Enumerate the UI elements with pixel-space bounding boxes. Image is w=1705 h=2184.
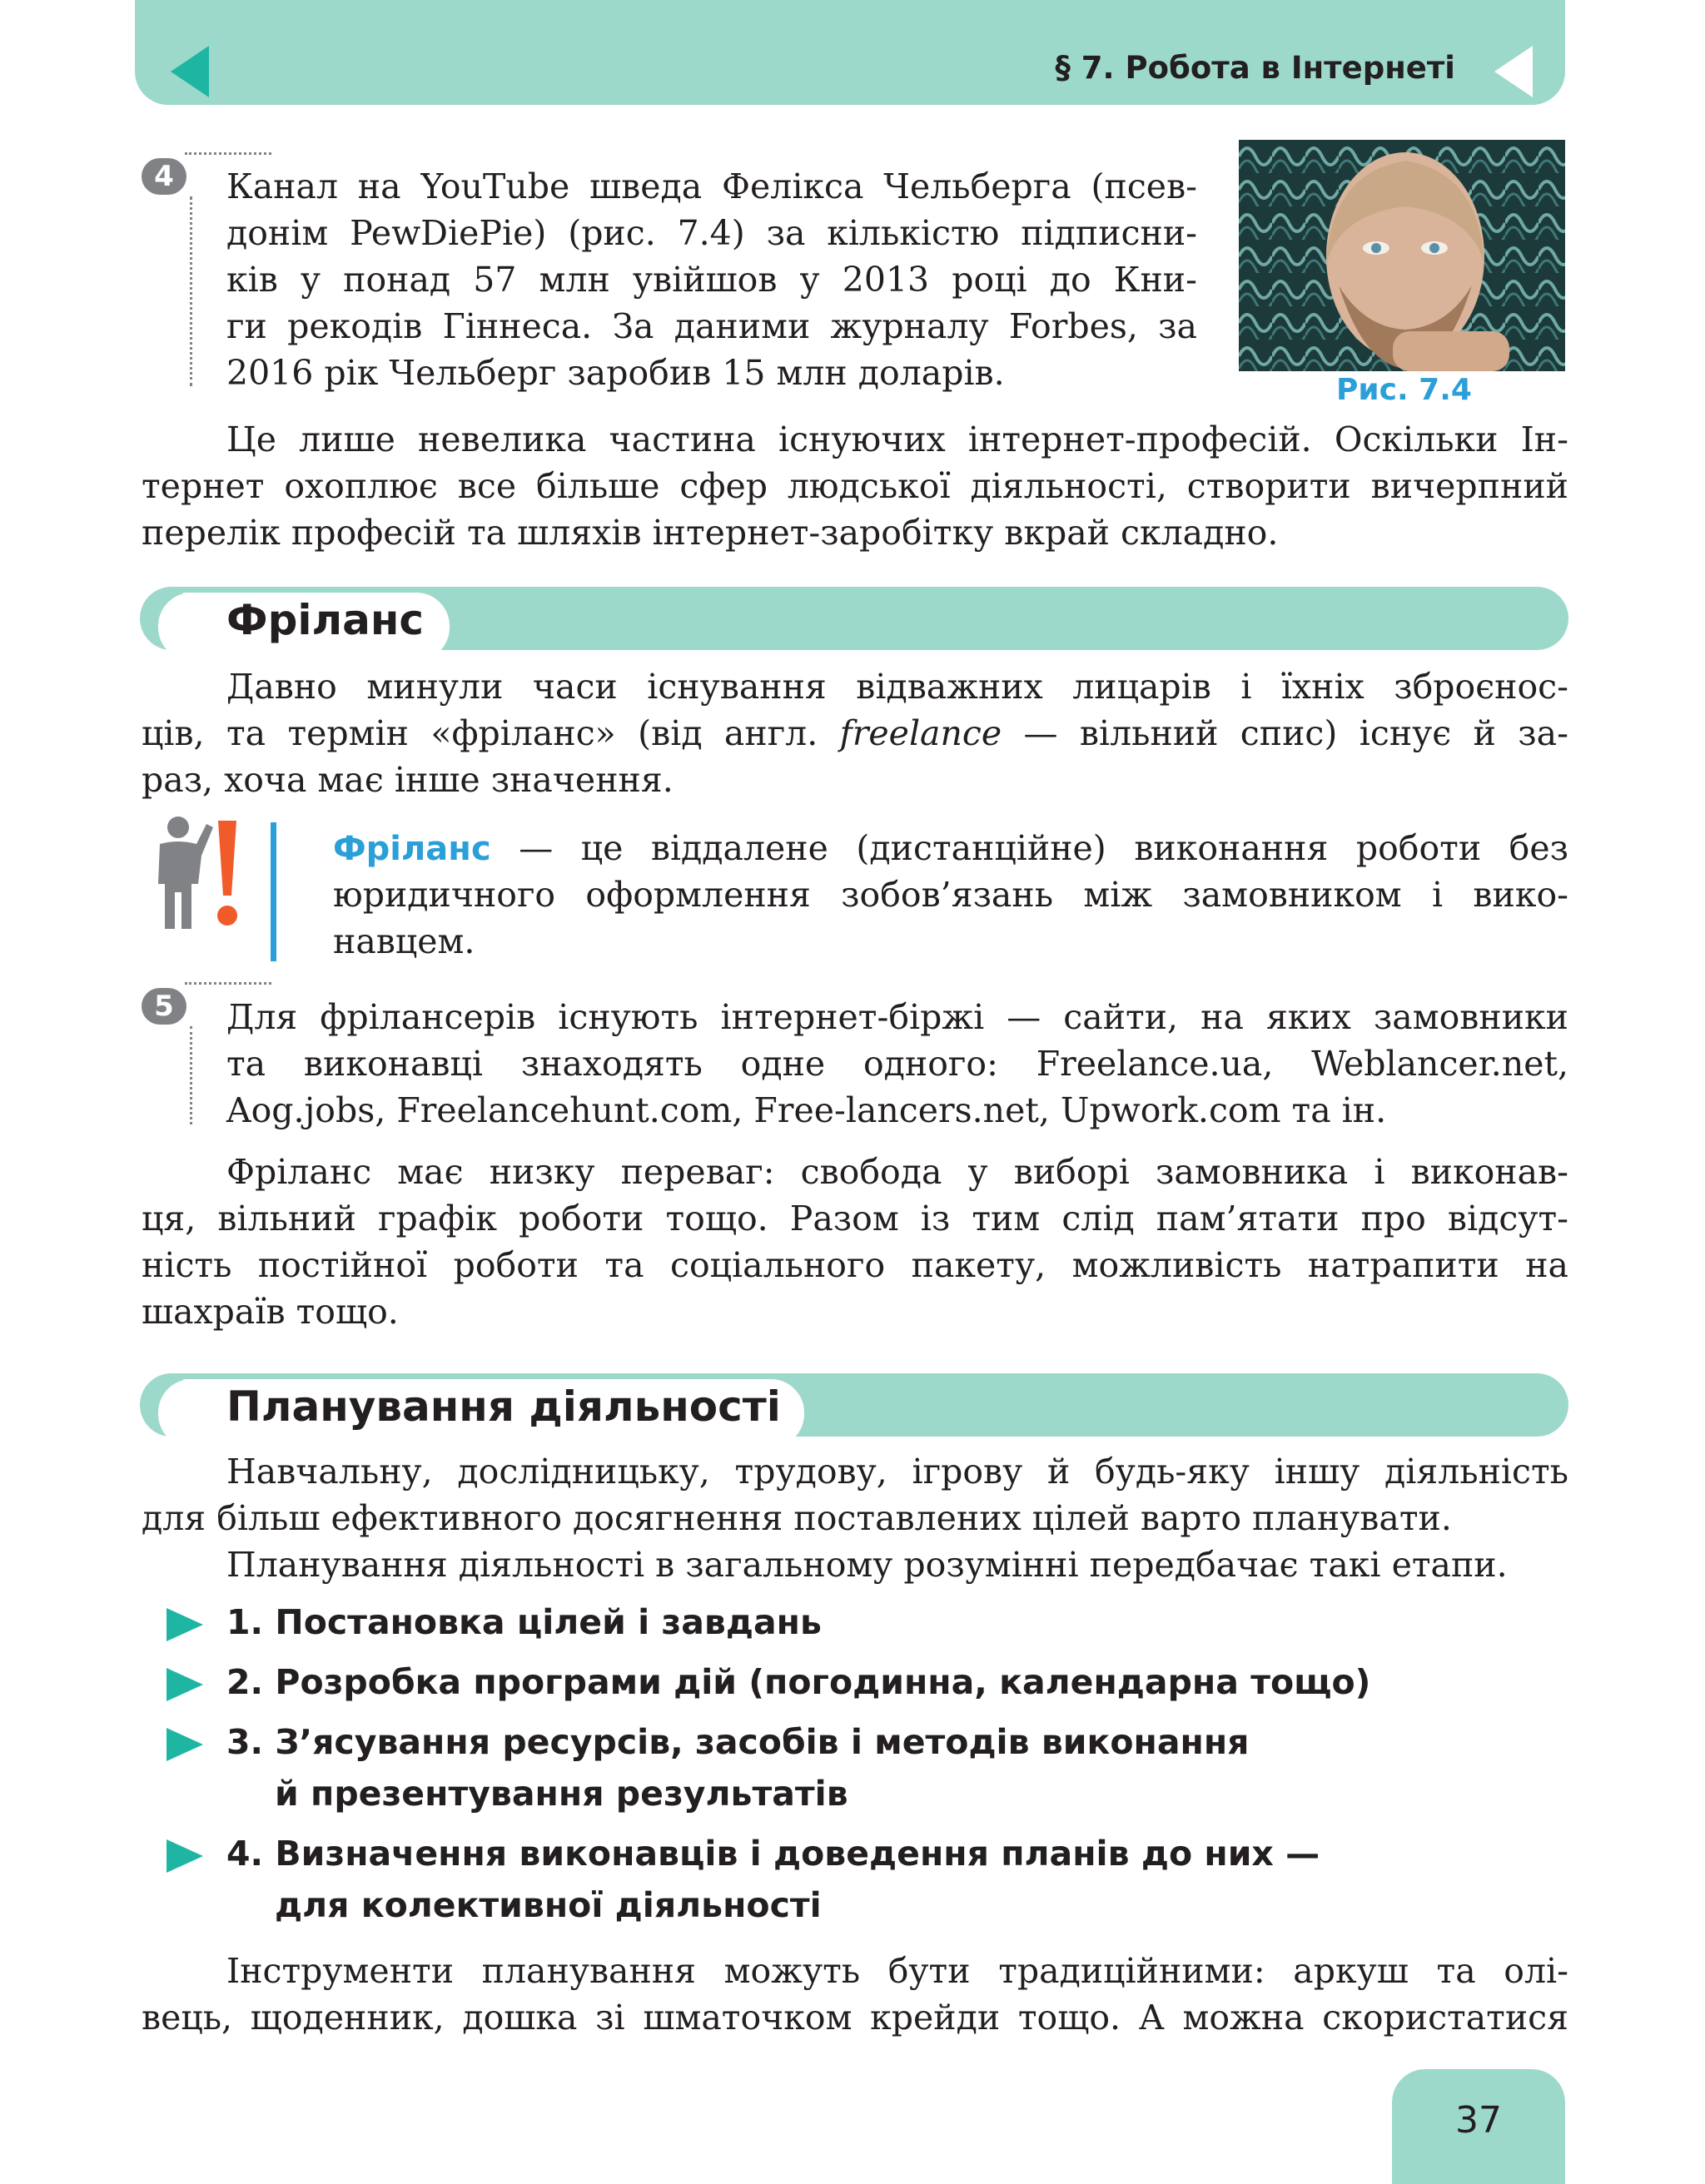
text-line: Aog.jobs, Freelancehunt.com, Free-lancers.net, Upwork.com та ін.: [226, 1090, 1387, 1130]
paragraph: [142, 1948, 1568, 2041]
list-number: 2.: [226, 1662, 264, 1702]
text-line: тернет охоплює все більше сфер людської діяльності, створити вичерпний: [142, 466, 1568, 506]
section-title: Планування діяльності: [226, 1382, 781, 1431]
list-number: 3.: [226, 1722, 264, 1762]
section-heading: § 7. Робота в Інтернеті: [1055, 50, 1455, 86]
stages-list: [167, 1596, 1565, 1939]
figure-caption: Рис. 7.4: [1336, 373, 1472, 407]
example-5-text: [226, 994, 1568, 1134]
text-line: Інструменти планування можуть бути традиційними: аркуш та олі-: [226, 1951, 1568, 1991]
text-line: ця, вільний графік роботи тощо. Разом із тим слід пам’ятати про відсут-: [142, 1199, 1568, 1238]
list-item: [167, 1716, 1565, 1828]
text-line: перелік професій та шляхів інтернет-заробітку вкрай складно.: [142, 513, 1279, 553]
text-line: Для фрілансерів існують інтернет-біржі — сайти, на яких замовники: [226, 997, 1568, 1037]
text-line: навцем.: [333, 921, 475, 961]
text-line: Навчальну, дослідницьку, трудову, ігрову й будь-яку іншу діяльність: [226, 1452, 1568, 1492]
dotted-rule: [185, 152, 271, 155]
text-line: ги рекодів Гіннеса. За даними журналу Forbes, за: [226, 306, 1197, 346]
list-item: [167, 1656, 1565, 1716]
text-line: ців, та термін «фріланс» (від англ. freelance — вільний спис) існує й за-: [142, 713, 1568, 753]
back-arrow-icon[interactable]: [171, 46, 209, 97]
play-bullet-icon: [167, 1839, 203, 1873]
text-line: Фріланс має низку переваг: свобода у виборі замовника і виконав-: [226, 1152, 1568, 1192]
list-number: 4.: [226, 1834, 264, 1874]
paragraph: [142, 663, 1568, 803]
text-line: 2016 рік Чельберг заробив 15 млн доларів.: [226, 353, 1005, 393]
text-line: донім PewDiePie) (рис. 7.4) за кількістю підписни-: [226, 213, 1197, 253]
dotted-rule: [190, 196, 192, 386]
text-line: та виконавці знаходять одне одного: Freelance.ua, Weblancer.net,: [226, 1044, 1568, 1084]
definition-rule: [271, 822, 276, 961]
dotted-rule: [185, 982, 271, 985]
text-line: Канал на YouTube шведа Фелікса Чельберга (псев-: [226, 166, 1197, 206]
play-bullet-icon: [167, 1668, 203, 1701]
forward-arrow-icon[interactable]: [1494, 46, 1533, 97]
list-text: для колективної діяльності: [275, 1885, 822, 1925]
paragraph: [142, 1448, 1568, 1588]
text-line: ків у понад 57 млн увійшов у 2013 році до Кни-: [226, 260, 1197, 300]
text-line: Планування діяльності в загальному розумінні передбачає такі етапи.: [226, 1545, 1508, 1585]
list-item: [167, 1596, 1565, 1656]
paragraph: [142, 416, 1568, 556]
definition-term: Фріланс: [333, 830, 491, 868]
list-number: 1.: [226, 1602, 264, 1642]
list-text: Розробка програми дій (погодинна, календарна тощо): [275, 1662, 1371, 1702]
example-badge: 5: [142, 988, 186, 1025]
definition-text: [333, 825, 1568, 965]
text-line: шахраїв тощо.: [142, 1292, 399, 1332]
page-number: 37: [1455, 2099, 1502, 2142]
list-text: Визначення виконавців і доведення планів до них —: [275, 1834, 1320, 1874]
person-exclamation-icon: [148, 816, 241, 932]
dotted-rule: [190, 1026, 192, 1124]
list-item: [167, 1828, 1565, 1939]
example-badge: 4: [142, 158, 186, 195]
section-title: Фріланс: [226, 596, 425, 644]
play-bullet-icon: [167, 1608, 203, 1641]
text-line: раз, хоча має інше значення.: [142, 760, 674, 800]
paragraph: [142, 1149, 1568, 1335]
text-line: вець, щоденник, дошка зі шматочком крейди тощо. А можна скористатися: [142, 1998, 1568, 2038]
list-text: З’ясування ресурсів, засобів і методів виконання: [275, 1722, 1250, 1762]
text-line: ність постійної роботи та соціального пакету, можливість натрапити на: [142, 1245, 1568, 1285]
text-line: для більш ефективного досягнення поставлених цілей варто планувати.: [142, 1498, 1452, 1538]
list-text: й презентування результатів: [275, 1774, 848, 1814]
portrait-photo: [1239, 140, 1565, 371]
play-bullet-icon: [167, 1728, 203, 1761]
list-text: Постановка цілей і завдань: [275, 1602, 822, 1642]
text-line: Це лише невелика частина існуючих інтернет-професій. Оскільки Ін-: [226, 419, 1568, 459]
text-line: юридичного оформлення зобов’язань між замовником і вико-: [333, 875, 1568, 915]
text-line: Давно минули часи існування відважних лицарів і їхніх зброєнос-: [226, 667, 1568, 707]
example-4-text: [226, 163, 1197, 396]
text-line: Фріланс — це віддалене (дистанційне) виконання роботи без: [333, 828, 1568, 868]
